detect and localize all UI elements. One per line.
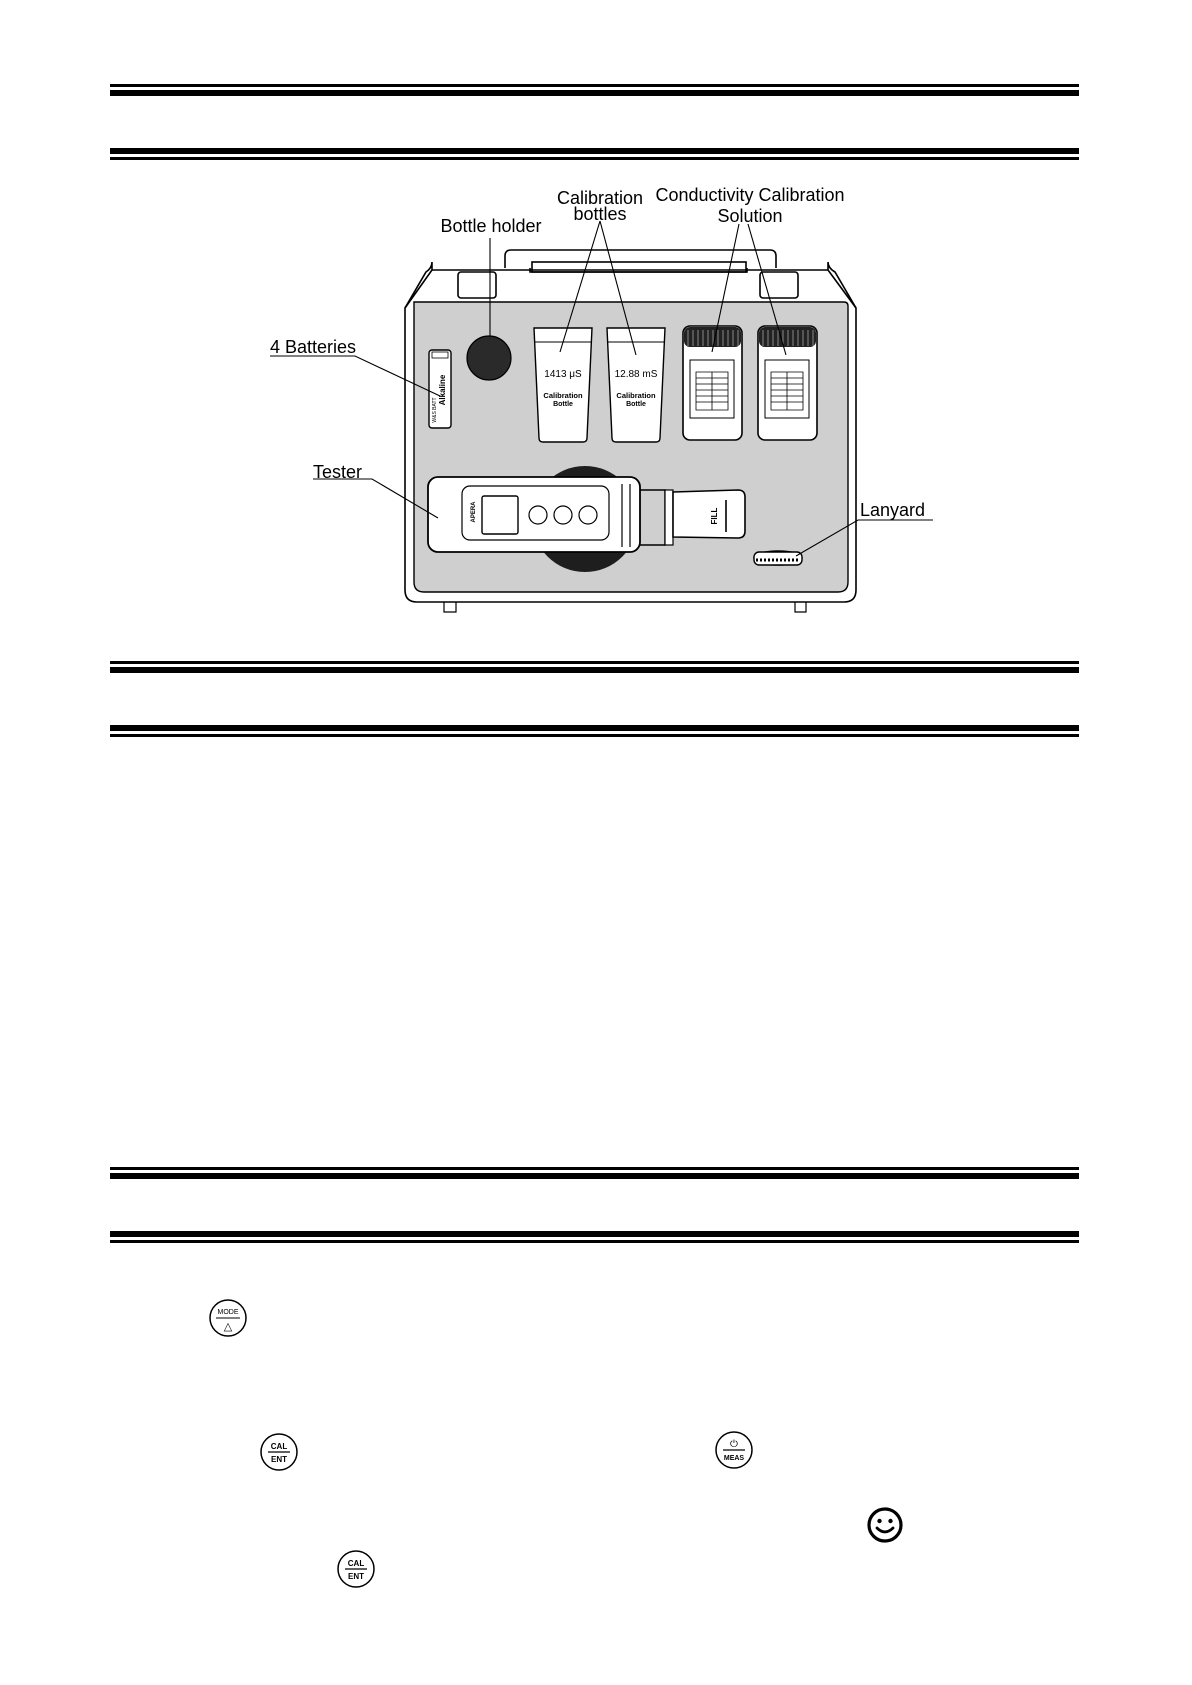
- tester-fill-label: FILL: [710, 507, 719, 525]
- svg-text:⏻: ⏻: [730, 1439, 738, 1450]
- conductivity-solution-bottle-2: [758, 326, 817, 440]
- svg-text:MEAS: MEAS: [723, 1455, 745, 1462]
- tester-brand: APERA: [471, 501, 477, 523]
- cal-ent-key-icon: [336, 1549, 376, 1594]
- svg-text:Bottle: Bottle: [626, 401, 646, 408]
- svg-text:ENT: ENT: [348, 1572, 364, 1581]
- svg-text:Calibration: Calibration: [616, 391, 656, 400]
- cal-ent-key-icon: [259, 1432, 299, 1477]
- bottle-2-value: 12.88 mS: [614, 369, 658, 380]
- tester-label: Tester: [313, 462, 363, 482]
- conductivity-solution-label: Conductivity Calibration: [655, 185, 845, 205]
- meas-power-key-icon: [714, 1430, 754, 1475]
- bottle-holder-label: Bottle holder: [440, 216, 542, 236]
- calibration-bottle-2: [607, 328, 665, 442]
- conductivity-solution-bottle-1: [683, 326, 742, 440]
- bottle-holder-icon: [467, 336, 511, 380]
- section-rule-bottom: [110, 1231, 1079, 1243]
- calibration-bottles-label-2: bottles: [573, 204, 627, 224]
- svg-text:Bottle: Bottle: [553, 401, 573, 408]
- battery-code: W&S BATT: [432, 397, 438, 423]
- section-rule-top: [110, 661, 1079, 673]
- section-rule-bottom: [110, 725, 1079, 737]
- svg-text:△: △: [223, 1321, 233, 1333]
- calibration-bottles-label: Calibration: [556, 188, 644, 208]
- svg-text:CAL: CAL: [270, 1442, 288, 1451]
- battery-brand: Alkaline: [438, 374, 447, 406]
- conductivity-solution-label-2: Solution: [717, 206, 783, 226]
- mode-key-icon: [208, 1298, 248, 1343]
- svg-text:MODE: MODE: [217, 1309, 239, 1316]
- svg-text:Calibration: Calibration: [543, 391, 583, 400]
- batteries-label: 4 Batteries: [270, 337, 357, 357]
- smiley-face-icon: [865, 1505, 905, 1550]
- lanyard-icon: [754, 551, 802, 565]
- kit-contents-diagram: [0, 0, 1192, 640]
- svg-text:ENT: ENT: [271, 1455, 287, 1464]
- section-rule-top: [110, 1167, 1079, 1179]
- bottle-1-value: 1413 μS: [544, 369, 582, 380]
- calibration-bottle-1: [534, 328, 592, 442]
- svg-text:CAL: CAL: [347, 1559, 365, 1568]
- lanyard-label: Lanyard: [860, 500, 926, 520]
